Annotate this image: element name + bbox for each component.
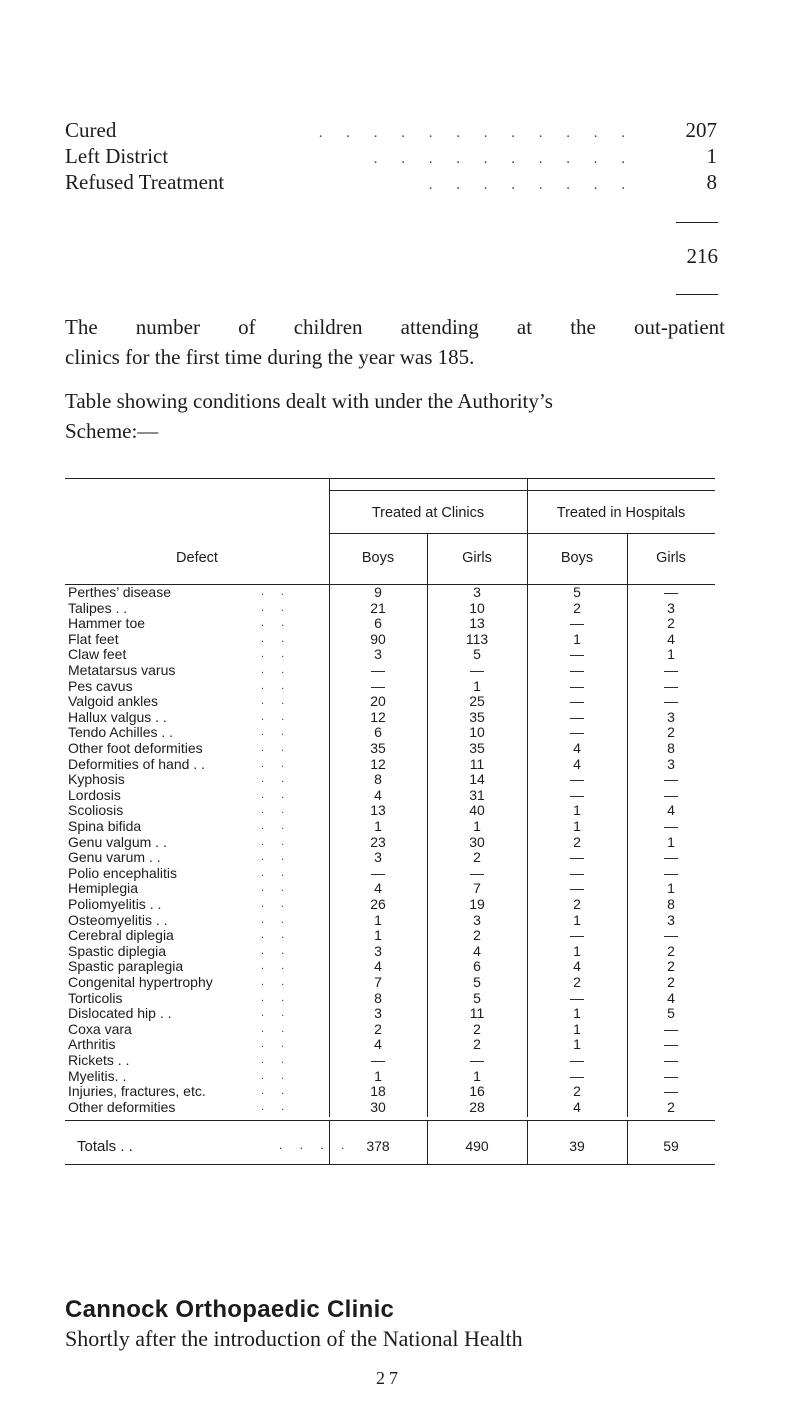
cell-clinic-boys: 20 (370, 693, 386, 710)
cell-clinic-girls: 7 (473, 880, 481, 897)
cell-clinic-boys: 8 (374, 771, 382, 788)
table-row (65, 1037, 715, 1053)
cell-clinic-girls: 4 (473, 942, 481, 959)
cell-clinic-boys: 9 (374, 584, 382, 600)
defect-name: Arthritis (68, 1036, 116, 1053)
cell-clinic-girls: 3 (473, 584, 481, 600)
table-row (65, 803, 715, 819)
leader-dots: . . (261, 648, 292, 661)
group-header-rule (329, 490, 715, 491)
cell-hospital-boys: 4 (573, 755, 581, 772)
defect-name: Valgoid ankles (68, 693, 159, 710)
cell-clinic-boys: 13 (370, 802, 386, 819)
defect-name: Pes cavus (68, 677, 133, 694)
header-treated-at-clinics: Treated at Clinics (371, 505, 485, 521)
cell-hospital-boys: 2 (573, 1083, 581, 1100)
totals-bottom-rule (65, 1164, 715, 1165)
summary-label: Refused Treatment (65, 170, 225, 194)
cell-clinic-boys: 1 (374, 911, 382, 928)
leader-dots: . . (261, 1069, 292, 1082)
cell-clinic-girls: 11 (469, 755, 485, 772)
cell-clinic-boys: 8 (374, 989, 382, 1006)
cell-clinic-girls: 3 (473, 911, 481, 928)
defect-name: Spastic paraplegia (68, 958, 184, 975)
cell-hospital-girls: 4 (667, 802, 675, 819)
cell-hospital-boys: 1 (573, 1020, 581, 1037)
leader-dots: . . (261, 586, 292, 598)
table-intro-line1: Table showing conditions dealt with under the Authority’s (65, 389, 553, 413)
cell-hospital-boys: — (570, 1052, 584, 1068)
table-row (65, 585, 715, 601)
cell-clinic-girls: 14 (469, 771, 485, 788)
table-row (65, 944, 715, 960)
cell-clinic-girls: 1 (473, 1067, 481, 1084)
leader-dots: . . . . . . . . . . . . (318, 125, 635, 141)
cell-hospital-boys: — (570, 849, 584, 866)
cell-hospital-boys: — (570, 880, 584, 897)
cell-clinic-girls: 5 (473, 989, 481, 1006)
cell-clinic-girls: 5 (473, 646, 481, 663)
cell-clinic-boys: 3 (374, 1005, 382, 1022)
leader-dots: . . (261, 820, 292, 832)
cell-clinic-boys: 30 (370, 1098, 386, 1115)
defect-name: Perthes’ disease (68, 584, 171, 600)
table-row (65, 741, 715, 757)
leader-dots: . . (261, 1100, 292, 1113)
leader-dots: . . (261, 617, 292, 630)
defect-name: Spina bifida (68, 818, 142, 834)
cell-clinic-boys: 6 (374, 724, 382, 741)
attendance-paragraph-line1: The number of children attending at the out-patient (65, 315, 725, 339)
header-clinic-girls: Girls (462, 550, 492, 566)
leader-dots: . . (261, 1022, 292, 1035)
cell-clinic-girls: 40 (469, 802, 485, 819)
cell-hospital-girls: — (664, 1052, 678, 1068)
defect-name: Other foot deformities (68, 740, 203, 756)
table-row (65, 1053, 715, 1069)
defect-name: Torticolis (68, 989, 123, 1006)
leader-dots: . . (261, 679, 292, 692)
defect-name: Deformities of hand . . (68, 755, 205, 772)
cell-clinic-boys: 2 (374, 1020, 382, 1037)
attendance-paragraph-line2: clinics for the first time during the year was 185. (65, 345, 475, 369)
cell-hospital-girls: — (664, 849, 678, 866)
defect-name: Spastic diplegia (68, 942, 167, 959)
table-row (65, 835, 715, 851)
defect-name: Tendo Achilles . . (68, 724, 174, 741)
cell-hospital-girls: 2 (667, 724, 675, 741)
cell-hospital-girls: 1 (667, 880, 675, 897)
table-row (65, 757, 715, 773)
cell-hospital-girls: — (664, 818, 678, 834)
table-row (65, 679, 715, 695)
total-clinic-boys: 378 (366, 1138, 390, 1154)
cell-hospital-girls: — (664, 677, 678, 694)
cell-clinic-girls: 13 (469, 615, 485, 632)
cell-clinic-boys: 1 (374, 927, 382, 944)
cell-clinic-boys: 3 (374, 646, 382, 663)
cell-hospital-boys: — (570, 864, 584, 881)
leader-dots: . . (261, 882, 292, 895)
cell-clinic-boys: 1 (374, 818, 382, 834)
cell-hospital-boys: 2 (573, 833, 581, 850)
cell-hospital-girls: 1 (667, 833, 675, 850)
cell-hospital-girls: 2 (667, 1098, 675, 1115)
cell-hospital-girls: 3 (667, 755, 675, 772)
summary-row (65, 144, 717, 170)
cell-hospital-boys: 1 (573, 802, 581, 819)
totals-label: Totals . . (77, 1138, 133, 1155)
cell-hospital-boys: — (570, 786, 584, 803)
table-row (65, 1006, 715, 1022)
leader-dots: . . (261, 1054, 292, 1066)
cell-clinic-girls: 35 (469, 708, 485, 725)
cell-hospital-boys: 4 (573, 958, 581, 975)
cell-clinic-girls: 10 (469, 599, 485, 616)
cell-clinic-girls: — (470, 1052, 484, 1068)
table-row (65, 725, 715, 741)
leader-dots: . . (261, 866, 292, 879)
leader-dots: . . (261, 773, 292, 786)
cell-clinic-girls: 35 (469, 740, 485, 756)
leader-dots: . . (261, 742, 292, 754)
cell-clinic-boys: 23 (370, 833, 386, 850)
defect-name: Hallux valgus . . (68, 708, 167, 725)
defect-name: Myelitis. . (68, 1067, 127, 1084)
leader-dots: . . (261, 835, 292, 848)
cell-hospital-boys: — (570, 989, 584, 1006)
cell-hospital-girls: 2 (667, 615, 675, 632)
leader-dots: . . (261, 851, 292, 864)
header-hospital-boys: Boys (560, 550, 594, 566)
table-row (65, 881, 715, 897)
table-row (65, 601, 715, 617)
cell-clinic-girls: 113 (465, 630, 489, 647)
total-hospital-boys: 39 (569, 1138, 585, 1154)
summary-row (65, 118, 717, 144)
cell-clinic-boys: 21 (370, 599, 386, 616)
defect-name: Osteomyelitis . . (68, 911, 168, 928)
cell-clinic-girls: 28 (469, 1098, 485, 1115)
leader-dots: . . (261, 1007, 292, 1020)
leader-dots: . . (261, 991, 292, 1004)
cell-clinic-girls: 19 (469, 896, 485, 912)
cell-clinic-boys: — (371, 677, 385, 694)
cell-hospital-girls: 1 (667, 646, 675, 663)
leader-dots: . . (261, 695, 292, 708)
cell-clinic-boys: 6 (374, 615, 382, 632)
cell-hospital-boys: — (570, 708, 584, 725)
table-row (65, 710, 715, 726)
table-row (65, 959, 715, 975)
table-row (65, 975, 715, 991)
defect-name: Dislocated hip . . (68, 1005, 172, 1022)
summary-value: 207 (685, 118, 717, 142)
cell-clinic-boys: 3 (374, 942, 382, 959)
cell-hospital-girls: 3 (667, 708, 675, 725)
cell-hospital-boys: 4 (573, 1098, 581, 1115)
defect-name: Hammer toe (68, 615, 146, 632)
cell-hospital-girls: 3 (667, 911, 675, 928)
cell-hospital-girls: 3 (667, 599, 675, 616)
leader-dots: . . . . . . . . . . (373, 151, 635, 167)
subheader-rule (329, 533, 715, 534)
defect-name: Claw feet (68, 646, 127, 663)
cell-clinic-boys: 1 (374, 1067, 382, 1084)
defect-name: Injuries, fractures, etc. (68, 1083, 206, 1100)
cell-hospital-boys: — (570, 927, 584, 944)
cell-clinic-girls: — (470, 864, 484, 881)
table-row (65, 819, 715, 835)
cell-hospital-girls: — (664, 693, 678, 710)
cell-clinic-girls: 16 (469, 1083, 485, 1100)
cell-hospital-girls: 8 (667, 896, 675, 912)
cell-hospital-girls: 2 (667, 942, 675, 959)
cell-clinic-girls: — (470, 662, 484, 678)
defect-name: Scoliosis (68, 802, 124, 819)
cell-clinic-boys: 3 (374, 849, 382, 866)
defect-name: Genu valgum . . (68, 833, 167, 850)
leader-dots: . . (261, 1085, 292, 1098)
defect-name: Metatarsus varus (68, 662, 176, 678)
cell-clinic-girls: 1 (473, 818, 481, 834)
table-row (65, 772, 715, 788)
table-row (65, 928, 715, 944)
defect-name: Flat feet (68, 630, 119, 647)
cell-hospital-boys: 5 (573, 584, 581, 600)
leader-dots: . . (261, 726, 292, 739)
cell-clinic-boys: — (371, 864, 385, 881)
table-row (65, 913, 715, 929)
cell-clinic-boys: 4 (374, 1036, 382, 1053)
totals-top-rule (65, 1120, 715, 1121)
cell-clinic-girls: 2 (473, 849, 481, 866)
defect-name: Polio encephalitis (68, 864, 177, 881)
table-row (65, 991, 715, 1007)
cell-hospital-boys: 1 (573, 818, 581, 834)
table-row (65, 663, 715, 679)
summary-value: 1 (706, 144, 717, 168)
cell-hospital-boys: — (570, 771, 584, 788)
cell-clinic-boys: 7 (374, 974, 382, 990)
cell-clinic-boys: 18 (370, 1083, 386, 1100)
total-hospital-girls: 59 (663, 1138, 679, 1154)
cell-hospital-girls: 2 (667, 974, 675, 990)
defect-name: Lordosis (68, 786, 121, 803)
summary-rule-bottom (676, 294, 718, 295)
defect-name: Rickets . . (68, 1052, 130, 1068)
defect-name: Hemiplegia (68, 880, 139, 897)
table-row (65, 1100, 715, 1116)
cell-clinic-girls: 6 (473, 958, 481, 975)
leader-dots: . . (261, 929, 292, 942)
cell-clinic-girls: 31 (469, 786, 485, 803)
table-row (65, 866, 715, 882)
defect-name: Cerebral diplegia (68, 927, 174, 944)
table-row (65, 1069, 715, 1085)
header-defect: Defect (176, 550, 218, 566)
summary-total: 216 (686, 244, 718, 268)
summary-value: 8 (706, 170, 717, 194)
cell-clinic-boys: 90 (370, 630, 386, 647)
cell-hospital-girls: — (664, 1083, 678, 1100)
defect-name: Congenital hypertrophy (68, 974, 213, 990)
table-row (65, 850, 715, 866)
header-treated-in-hospitals: Treated in Hospitals (556, 505, 686, 521)
cell-clinic-girls: 11 (469, 1005, 485, 1022)
cell-clinic-boys: 12 (370, 708, 386, 725)
cell-clinic-girls: 2 (473, 1036, 481, 1053)
table-row (65, 897, 715, 913)
cell-hospital-girls: — (664, 1020, 678, 1037)
cell-hospital-girls: 4 (667, 989, 675, 1006)
leader-dots: . . (261, 788, 292, 801)
cell-hospital-girls: 8 (667, 740, 675, 756)
leader-dots: . . (261, 913, 292, 926)
cell-hospital-girls: — (664, 662, 678, 678)
leader-dots: . . (261, 632, 292, 645)
cell-clinic-boys: — (371, 662, 385, 678)
cell-hospital-girls: — (664, 786, 678, 803)
leader-dots: . . (261, 710, 292, 723)
cell-clinic-girls: 2 (473, 927, 481, 944)
table-row (65, 788, 715, 804)
table-row (65, 632, 715, 648)
leader-dots: . . (261, 1038, 292, 1051)
cell-clinic-boys: 26 (370, 896, 386, 912)
cell-clinic-girls: 2 (473, 1020, 481, 1037)
section-heading: Cannock Orthopaedic Clinic (65, 1296, 395, 1323)
cell-hospital-boys: — (570, 1067, 584, 1084)
cell-hospital-girls: — (664, 864, 678, 881)
cell-hospital-girls: — (664, 584, 678, 600)
table-row (65, 1022, 715, 1038)
leader-dots: . . (261, 664, 292, 676)
header-hospital-girls: Girls (656, 550, 686, 566)
table-row (65, 694, 715, 710)
cell-hospital-boys: 1 (573, 630, 581, 647)
leader-dots: . . . . (279, 1138, 352, 1152)
cell-hospital-girls: — (664, 1067, 678, 1084)
cell-hospital-boys: 4 (573, 740, 581, 756)
cell-clinic-boys: — (371, 1052, 385, 1068)
leader-dots: . . (261, 976, 292, 988)
cell-clinic-boys: 4 (374, 880, 382, 897)
cell-clinic-boys: 35 (370, 740, 386, 756)
leader-dots: . . (261, 601, 292, 614)
cell-hospital-boys: 1 (573, 1036, 581, 1053)
cell-hospital-girls: — (664, 1036, 678, 1053)
cell-hospital-girls: 4 (667, 630, 675, 647)
table-row (65, 647, 715, 663)
defect-name: Talipes . . (68, 599, 128, 616)
table-intro-line2: Scheme:— (65, 419, 159, 443)
cell-hospital-boys: 2 (573, 974, 581, 990)
cell-hospital-boys: — (570, 724, 584, 741)
cell-clinic-boys: 4 (374, 958, 382, 975)
defect-name: Poliomyelitis . . (68, 896, 162, 912)
table-body (65, 585, 715, 1125)
summary-label: Left District (65, 144, 169, 168)
cell-clinic-boys: 4 (374, 786, 382, 803)
total-clinic-girls: 490 (465, 1138, 489, 1154)
leader-dots: . . (261, 944, 292, 957)
cell-clinic-girls: 30 (469, 833, 485, 850)
cell-hospital-boys: 1 (573, 942, 581, 959)
defect-name: Other deformities (68, 1098, 176, 1115)
page-number: 27 (376, 1368, 402, 1388)
cell-hospital-girls: 2 (667, 958, 675, 975)
table-row (65, 616, 715, 632)
summary-rule-top (676, 222, 718, 223)
cell-hospital-boys: 2 (573, 896, 581, 912)
cell-hospital-boys: — (570, 646, 584, 663)
defect-name: Kyphosis (68, 771, 125, 788)
cell-hospital-boys: — (570, 693, 584, 710)
cell-clinic-girls: 10 (469, 724, 485, 741)
cell-hospital-boys: — (570, 677, 584, 694)
body-text-line: Shortly after the introduction of the National Health (65, 1326, 523, 1351)
cell-hospital-boys: 2 (573, 599, 581, 616)
defect-name: Genu varum . . (68, 849, 161, 866)
cell-clinic-girls: 1 (473, 677, 481, 694)
leader-dots: . . (261, 898, 292, 910)
header-clinic-boys: Boys (361, 550, 395, 566)
cell-hospital-boys: — (570, 615, 584, 632)
table-top-rule (65, 478, 715, 479)
leader-dots: . . . . . . . . (428, 177, 635, 193)
leader-dots: . . (261, 804, 292, 817)
table-row (65, 1084, 715, 1100)
leader-dots: . . (261, 960, 292, 973)
cell-hospital-girls: — (664, 771, 678, 788)
cell-hospital-girls: 5 (667, 1005, 675, 1022)
cell-clinic-boys: 12 (370, 755, 386, 772)
cell-hospital-boys: 1 (573, 911, 581, 928)
cell-clinic-girls: 25 (469, 693, 485, 710)
summary-label: Cured (65, 118, 117, 142)
cell-clinic-girls: 5 (473, 974, 481, 990)
cell-hospital-girls: — (664, 927, 678, 944)
leader-dots: . . (261, 757, 292, 770)
defect-name: Coxa vara (68, 1020, 132, 1037)
summary-row (65, 170, 717, 196)
disposal-summary (65, 118, 717, 196)
cell-hospital-boys: 1 (573, 1005, 581, 1022)
cell-hospital-boys: — (570, 662, 584, 678)
